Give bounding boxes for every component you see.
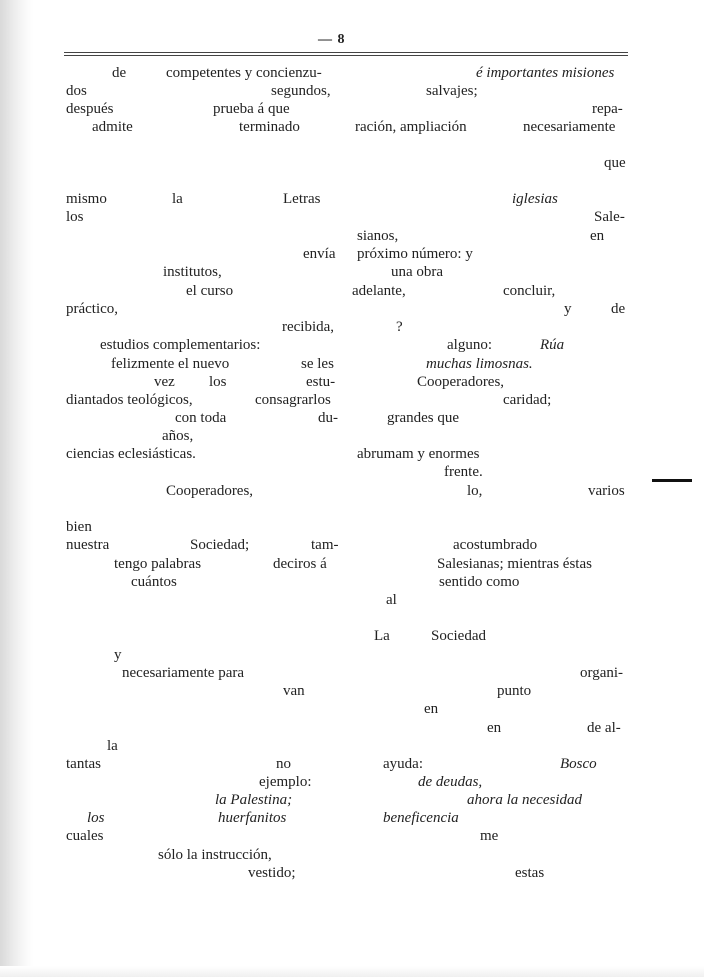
text-fragment: frente. [444, 464, 483, 480]
text-fragment: los [209, 374, 227, 390]
text-fragment: varios [588, 483, 625, 499]
text-fragment: caridad; [503, 392, 552, 408]
text-fragment: institutos, [163, 264, 222, 280]
text-fragment: alguno: [447, 337, 492, 353]
text-fragment: nuestra [66, 537, 110, 553]
text-fragment: recibida, [282, 319, 335, 335]
text-fragment: de deudas, [418, 774, 483, 790]
header-rule [64, 52, 628, 56]
text-fragment: Sociedad [431, 628, 486, 644]
text-fragment: abrumam y enormes [357, 446, 480, 462]
text-fragment: admite [92, 119, 133, 135]
text-fragment: lo, [467, 483, 483, 499]
text-fragment: é importantes misiones [476, 65, 615, 81]
text-fragment: práctico, [66, 301, 119, 317]
text-fragment: me [480, 828, 499, 844]
text-fragment: grandes que [387, 410, 460, 426]
text-fragment: la Palestina; [215, 792, 293, 808]
text-fragment: la [172, 191, 183, 207]
text-fragment: Salesianas; mientras éstas [437, 556, 592, 572]
text-fragment: La [374, 628, 390, 644]
text-fragment: estudios complementarios: [100, 337, 261, 353]
text-fragment: prueba á que [213, 101, 290, 117]
text-fragment: envía [303, 246, 336, 262]
text-fragment: deciros á [273, 556, 327, 572]
text-fragment: ciencias eclesiásticas. [66, 446, 196, 462]
page-number: — 8 [318, 32, 346, 47]
text-fragment: ? [396, 319, 403, 335]
text-fragment: la [107, 738, 118, 754]
text-fragment: organi- [580, 665, 624, 681]
text-fragment: los [66, 209, 84, 225]
text-fragment: diantados teológicos, [66, 392, 193, 408]
text-fragment: beneficencia [383, 810, 459, 826]
margin-mark [652, 479, 692, 482]
text-fragment: el curso [186, 283, 234, 299]
text-fragment: necesariamente para [122, 665, 244, 681]
text-fragment: terminado [239, 119, 300, 135]
text-fragment: vestido; [248, 865, 296, 881]
text-fragment: al [386, 592, 397, 608]
text-fragment: du- [318, 410, 338, 426]
text-fragment: repa- [592, 101, 623, 117]
text-fragment: que [604, 155, 626, 171]
text-fragment: de al- [587, 720, 621, 736]
text-fragment: los [87, 810, 105, 826]
text-fragment: se les [301, 356, 334, 372]
text-fragment: ahora la necesidad [467, 792, 582, 808]
text-fragment: una obra [391, 264, 444, 280]
text-fragment: Sale- [594, 209, 625, 225]
text-fragment: Sociedad; [190, 537, 250, 553]
page-bottom-edge [0, 966, 704, 977]
text-fragment: Letras [283, 191, 321, 207]
text-fragment: felizmente el nuevo [111, 356, 230, 372]
text-fragment: vez [154, 374, 175, 390]
text-fragment: estu- [306, 374, 336, 390]
text-fragment: adelante, [352, 283, 406, 299]
text-fragment: y [114, 647, 122, 663]
text-fragment: acostumbrado [453, 537, 538, 553]
text-fragment: tengo palabras [114, 556, 202, 572]
text-fragment: cuales [66, 828, 104, 844]
text-fragment: en [424, 701, 439, 717]
text-fragment: Cooperadores, [166, 483, 254, 499]
text-fragment: en [590, 228, 605, 244]
text-fragment: Rúa [540, 337, 565, 353]
text-fragment: iglesias [512, 191, 558, 207]
text-fragment: y [564, 301, 572, 317]
text-fragment: sólo la instrucción, [158, 847, 272, 863]
text-fragment: cuántos [131, 574, 177, 590]
text-fragment: próximo número: y [357, 246, 473, 262]
text-fragment: bien [66, 519, 92, 535]
text-fragment: competentes y concienzu- [166, 65, 322, 81]
text-fragment: sianos, [357, 228, 399, 244]
text-fragment: sentido como [439, 574, 520, 590]
text-fragment: huerfanitos [218, 810, 287, 826]
text-fragment: de [112, 65, 127, 81]
text-fragment: tam- [311, 537, 339, 553]
text-fragment: salvajes; [426, 83, 478, 99]
text-fragment: tantas [66, 756, 101, 772]
text-fragment: Cooperadores, [417, 374, 505, 390]
text-fragment: muchas limosnas. [426, 356, 533, 372]
text-fragment: de [611, 301, 626, 317]
text-fragment: estas [515, 865, 545, 881]
text-fragment: no [276, 756, 291, 772]
text-fragment: van [283, 683, 305, 699]
text-fragment: ayuda: [383, 756, 423, 772]
text-fragment: ejemplo: [259, 774, 312, 790]
text-fragment: mismo [66, 191, 107, 207]
text-fragment: años, [162, 428, 194, 444]
text-fragment: en [487, 720, 502, 736]
page-edge-shadow [0, 0, 34, 977]
text-fragment: dos [66, 83, 87, 99]
text-fragment: Bosco [560, 756, 597, 772]
text-fragment: segundos, [271, 83, 331, 99]
text-fragment: con toda [175, 410, 227, 426]
text-fragment: consagrarlos [255, 392, 331, 408]
text-fragment: ración, ampliación [355, 119, 467, 135]
text-fragment: necesariamente [523, 119, 616, 135]
text-fragment: después [66, 101, 114, 117]
text-fragment: punto [497, 683, 532, 699]
text-fragment: concluir, [503, 283, 556, 299]
